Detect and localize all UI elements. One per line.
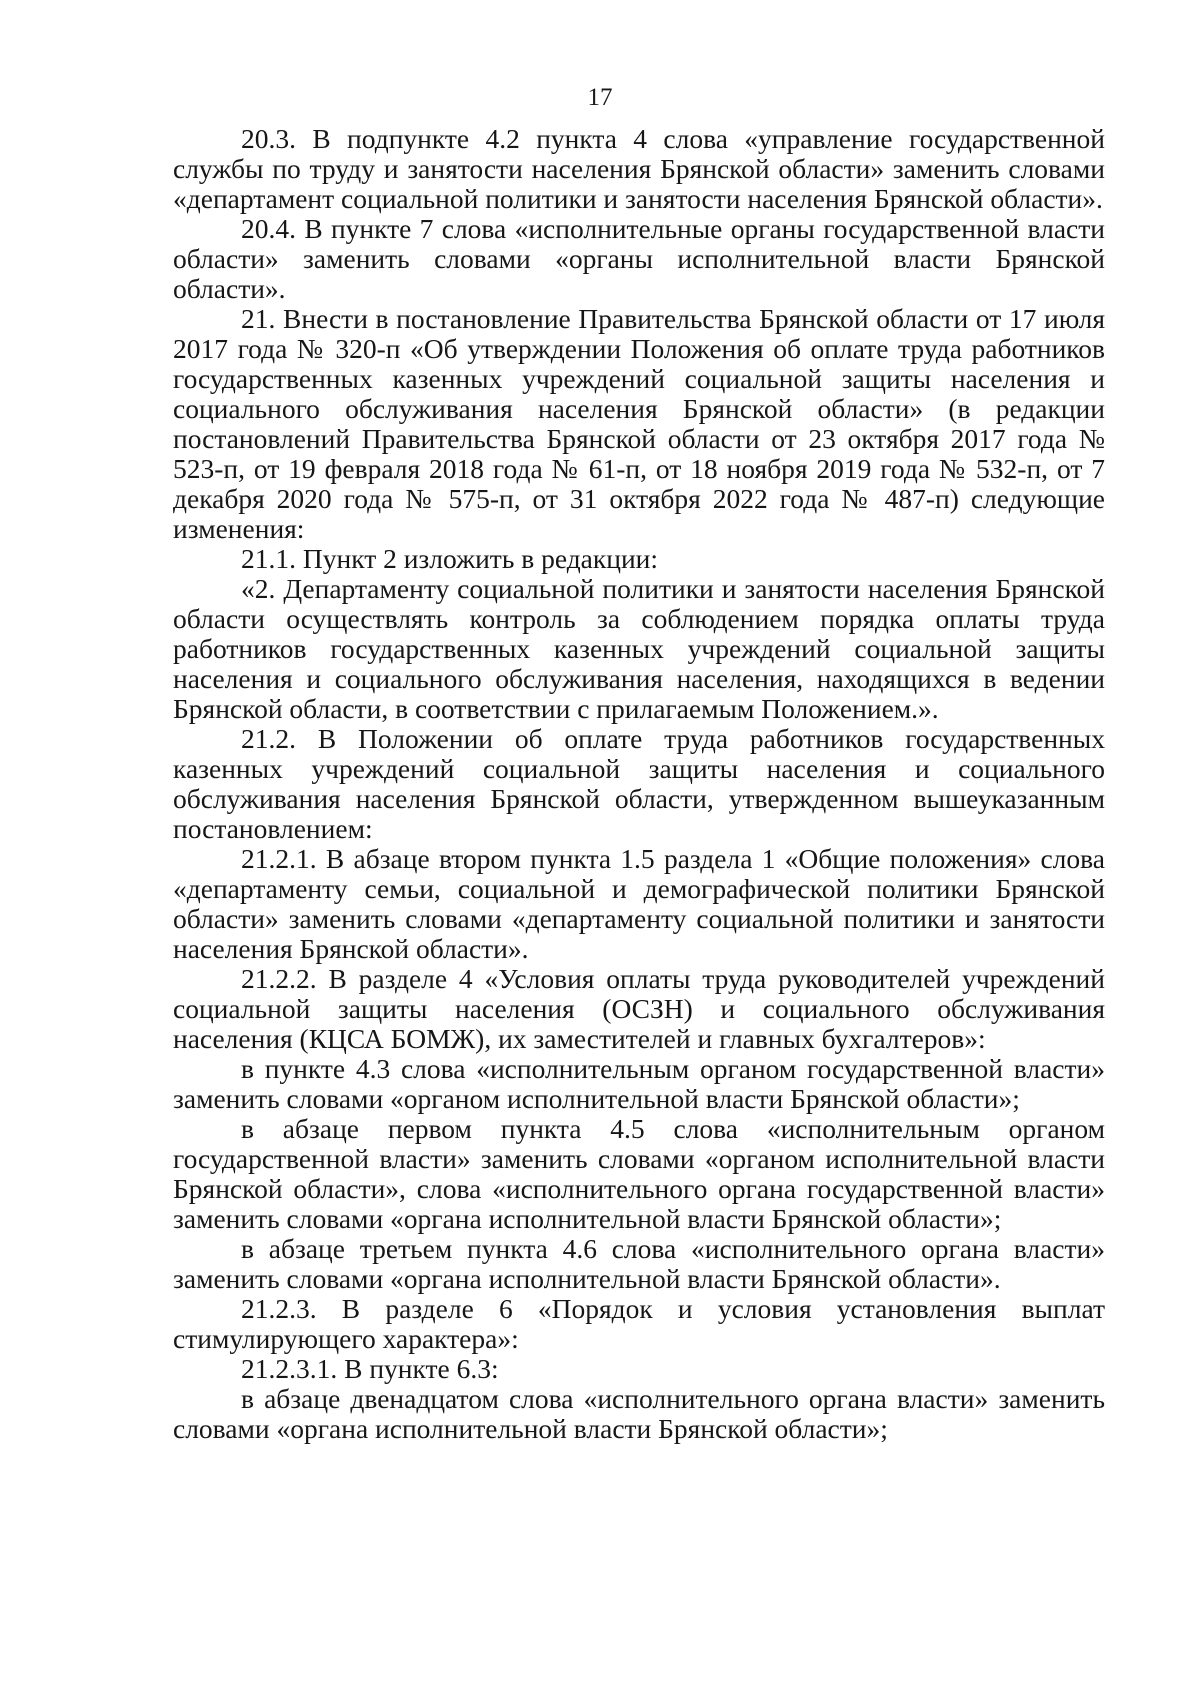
- paragraph-21-1: 21.1. Пункт 2 изложить в редакции:: [241, 543, 659, 574]
- document-body: [173, 124, 1105, 1444]
- paragraph-21-2-3-1-item: в абзаце двенадцатом слова «исполнительного органа власти» заменить словами «органа исполнительной власти Брянской области»;: [173, 1383, 1105, 1444]
- paragraph-21: 21. Внести в постановление Правительства Брянской области от 17 июля 2017 года № 320-п «Об утверждении Положения об оплате труда работников государственных казенных учреждений социальной защиты населения и социального обслуживания населения Брянской области» (в редакции постановлений Правительства Брянской области от 23 октября 2017 года № 523-п, от 19 февраля 2018 года № 61-п, от 18 ноября 2019 года № 532-п, от 7 декабря 2020 года № 575-п, от 31 октября 2022 года № 487-п) следующие изменения:: [173, 303, 1105, 544]
- paragraph-21-2-1: 21.2.1. В абзаце втором пункта 1.5 раздела 1 «Общие положения» слова «департаменту семьи, социальной и демографической политики Брянской области» заменить словами «департаменту социальной политики и занятости населения Брянской области».: [173, 843, 1105, 964]
- paragraph-21-1-quote: «2. Департаменту социальной политики и занятости населения Брянской области осуществлять контроль за соблюдением порядка оплаты труда работников государственных казенных учреждений социальной защиты населения и социального обслуживания населения, находящихся в ведении Брянской области, в соответствии с прилагаемым Положением.».: [173, 573, 1105, 724]
- paragraph-20-4: 20.4. В пункте 7 слова «исполнительные органы государственной власти области» заменить словами «органы исполнительной власти Брянской области».: [173, 213, 1105, 304]
- paragraph-21-2-3-1: 21.2.3.1. В пункте 6.3:: [241, 1353, 499, 1384]
- paragraph-21-2-2-item-4-6: в абзаце третьем пункта 4.6 слова «исполнительного органа власти» заменить словами «органа исполнительной власти Брянской области».: [173, 1233, 1105, 1294]
- paragraph-21-2-2-item-4-3: в пункте 4.3 слова «исполнительным органом государственной власти» заменить словами «органом исполнительной власти Брянской области»;: [173, 1053, 1105, 1114]
- paragraph-21-2-2: 21.2.2. В разделе 4 «Условия оплаты труда руководителей учреждений социальной защиты населения (ОСЗН) и социального обслуживания населения (КЦСА БОМЖ), их заместителей и главных бухгалтеров»:: [173, 963, 1105, 1054]
- paragraph-20-3: 20.3. В подпункте 4.2 пункта 4 слова «управление государственной службы по труду и занятости населения Брянской области» заменить словами «департамент социальной политики и занятости населения Брянской области».: [173, 123, 1105, 214]
- paragraph-21-2-3: 21.2.3. В разделе 6 «Порядок и условия установления выплат стимулирующего характера»:: [173, 1293, 1105, 1354]
- paragraph-21-2: 21.2. В Положении об оплате труда работников государственных казенных учреждений социальной защиты населения и социального обслуживания населения Брянской области, утвержденном вышеуказанным постановлением:: [173, 723, 1105, 844]
- page-number: 17: [587, 84, 613, 111]
- paragraph-21-2-2-item-4-5: в абзаце первом пункта 4.5 слова «исполнительным органом государственной власти» заменить словами «органом исполнительной власти Брянской области», слова «исполнительного органа государственной власти» заменить словами «органа исполнительной власти Брянской области»;: [173, 1113, 1105, 1234]
